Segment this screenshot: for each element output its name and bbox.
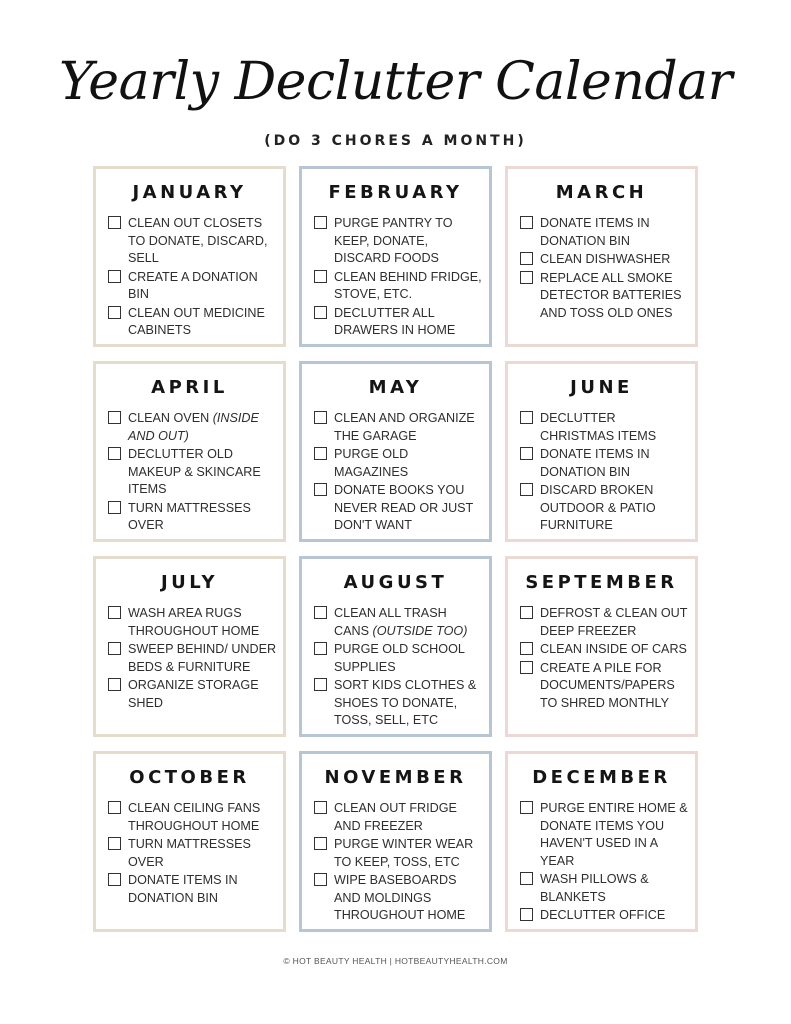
chore-item — [108, 605, 279, 640]
chore-text — [540, 410, 691, 445]
checkbox-icon[interactable] — [520, 252, 533, 265]
chore-item — [314, 677, 485, 730]
chore-list — [508, 800, 695, 925]
chore-text — [128, 800, 279, 835]
month-card-june — [505, 361, 698, 542]
chore-text — [128, 605, 279, 640]
chore-item — [314, 410, 485, 445]
chore-item — [108, 500, 279, 535]
chore-label: WASH PILLOWS & BLANKETS — [540, 872, 649, 904]
chore-item — [520, 907, 691, 925]
chore-label: DONATE ITEMS IN DONATION BIN — [128, 873, 238, 905]
month-title: JANUARY — [132, 182, 247, 203]
month-title: JUNE — [570, 377, 633, 398]
chore-label: SWEEP BEHIND/ UNDER BEDS & FURNITURE — [128, 642, 277, 674]
month-card-august — [299, 556, 492, 737]
chore-label: DONATE BOOKS YOU NEVER READ OR JUST DON'T WANT — [334, 483, 474, 532]
checkbox-icon[interactable] — [314, 411, 327, 424]
chore-text — [540, 251, 670, 269]
chore-item — [520, 446, 691, 481]
checkbox-icon[interactable] — [520, 661, 533, 674]
checkbox-icon[interactable] — [520, 411, 533, 424]
checkbox-icon[interactable] — [314, 642, 327, 655]
chore-label: WIPE BASEBOARDS AND MOLDINGS THROUGHOUT HOME — [334, 873, 466, 922]
chore-label: CLEAN OUT CLOSETS TO DONATE, DISCARD, SELL — [128, 216, 268, 265]
chore-list — [302, 800, 489, 925]
chore-text — [128, 500, 279, 535]
chore-list — [96, 410, 283, 535]
chore-text — [334, 836, 485, 871]
checkbox-icon[interactable] — [108, 306, 121, 319]
checkbox-icon[interactable] — [520, 908, 533, 921]
checkbox-icon[interactable] — [314, 447, 327, 460]
checkbox-icon[interactable] — [108, 873, 121, 886]
month-card-july — [93, 556, 286, 737]
checkbox-icon[interactable] — [520, 447, 533, 460]
month-card-october — [93, 751, 286, 932]
chore-label: CLEAN ALL TRASH CANS — [334, 606, 447, 638]
chore-item — [108, 836, 279, 871]
checkbox-icon[interactable] — [520, 483, 533, 496]
checkbox-icon[interactable] — [520, 642, 533, 655]
checkbox-icon[interactable] — [314, 873, 327, 886]
month-card-december — [505, 751, 698, 932]
chore-text — [334, 872, 485, 925]
chore-label: DECLUTTER ALL DRAWERS IN HOME — [334, 305, 456, 337]
month-card-march — [505, 166, 698, 347]
checkbox-icon[interactable] — [314, 270, 327, 283]
chore-list — [302, 410, 489, 535]
chore-text — [540, 660, 691, 713]
chore-label: PURGE ENTIRE HOME & DONATE ITEMS YOU HAVEN'T USED IN A YEAR — [540, 801, 688, 868]
month-title: SEPTEMBER — [525, 572, 678, 593]
page-title: Yearly Declutter Calendar — [59, 52, 732, 112]
checkbox-icon[interactable] — [314, 216, 327, 229]
chore-text — [128, 269, 279, 304]
page-subtitle: (DO 3 CHORES A MONTH) — [264, 133, 527, 149]
month-card-september — [505, 556, 698, 737]
chore-text — [128, 677, 279, 712]
chore-item — [520, 215, 691, 250]
checkbox-icon[interactable] — [520, 271, 533, 284]
checkbox-icon[interactable] — [108, 642, 121, 655]
checkbox-icon[interactable] — [108, 837, 121, 850]
chore-label: PURGE OLD MAGAZINES — [334, 447, 409, 479]
chore-item — [314, 605, 485, 640]
month-title: APRIL — [151, 377, 228, 398]
chore-label: CREATE A DONATION BIN — [128, 269, 258, 301]
chore-list — [302, 605, 489, 730]
chore-label: WASH AREA RUGS THROUGHOUT HOME — [128, 606, 260, 638]
chore-item — [108, 305, 279, 340]
chore-label: CLEAN BEHIND FRIDGE, STOVE, ETC. — [334, 269, 482, 301]
month-title: JULY — [160, 572, 218, 593]
chore-label: DECLUTTER CHRISTMAS ITEMS — [540, 411, 657, 443]
chore-item — [520, 641, 691, 659]
chore-note: (OUTSIDE TOO) — [372, 623, 468, 638]
chore-list — [96, 215, 283, 340]
chore-item — [520, 270, 691, 323]
chore-label: ORGANIZE STORAGE SHED — [128, 678, 259, 710]
chore-text — [334, 482, 485, 535]
chore-text — [128, 410, 279, 445]
chore-label: CLEAN AND ORGANIZE THE GARAGE — [334, 411, 475, 443]
chore-label: DONATE ITEMS IN DONATION BIN — [540, 447, 650, 479]
chore-label: CLEAN OUT FRIDGE AND FREEZER — [334, 801, 457, 833]
footer-credit: © HOT BEAUTY HEALTH | HOTBEAUTYHEALTH.COM — [283, 956, 508, 966]
chore-label: SORT KIDS CLOTHES & SHOES TO DONATE, TOSS, SELL, ETC — [334, 678, 477, 727]
chore-text — [128, 836, 279, 871]
chore-item — [520, 800, 691, 870]
chore-item — [520, 482, 691, 535]
checkbox-icon[interactable] — [520, 801, 533, 814]
chore-text — [334, 269, 485, 304]
chore-text — [540, 871, 691, 906]
chore-list — [96, 605, 283, 712]
chore-item — [108, 641, 279, 676]
chore-label: DISCARD BROKEN OUTDOOR & PATIO FURNITURE — [540, 483, 656, 532]
checkbox-icon[interactable] — [520, 606, 533, 619]
checkbox-icon[interactable] — [314, 801, 327, 814]
chore-text — [540, 605, 691, 640]
month-title: DECEMBER — [532, 767, 671, 788]
chore-item — [108, 269, 279, 304]
chore-item — [520, 660, 691, 713]
chore-label: REPLACE ALL SMOKE DETECTOR BATTERIES AND TOSS OLD ONES — [540, 270, 682, 320]
chore-text — [334, 215, 485, 268]
chore-label: TURN MATTRESSES OVER — [128, 837, 251, 869]
chore-list — [96, 800, 283, 907]
month-title: AUGUST — [343, 572, 448, 593]
checkbox-icon[interactable] — [314, 678, 327, 691]
chore-item — [108, 446, 279, 499]
checkbox-icon[interactable] — [108, 411, 121, 424]
chore-item — [314, 800, 485, 835]
chore-text — [334, 677, 485, 730]
month-title: MARCH — [555, 182, 648, 203]
chore-label: CLEAN OUT MEDICINE CABINETS — [128, 305, 265, 337]
chore-text — [128, 872, 279, 907]
chore-item — [520, 410, 691, 445]
chore-label: CLEAN INSIDE OF CARS — [540, 642, 687, 656]
chore-text — [540, 907, 665, 925]
month-title: NOVEMBER — [324, 767, 467, 788]
chore-label: TURN MATTRESSES OVER — [128, 500, 251, 532]
chore-text — [540, 215, 691, 250]
chore-list — [302, 215, 489, 340]
checkbox-icon[interactable] — [314, 306, 327, 319]
checkbox-icon[interactable] — [520, 872, 533, 885]
chore-label: PURGE WINTER WEAR TO KEEP, TOSS, ETC — [334, 837, 474, 869]
chore-item — [314, 872, 485, 925]
chore-item — [520, 871, 691, 906]
chore-item — [520, 251, 691, 269]
checkbox-icon[interactable] — [108, 606, 121, 619]
chore-label: CLEAN CEILING FANS THROUGHOUT HOME — [128, 801, 261, 833]
chore-text — [128, 305, 279, 340]
chore-list — [508, 410, 695, 535]
month-card-january — [93, 166, 286, 347]
month-card-february — [299, 166, 492, 347]
chore-item — [314, 269, 485, 304]
month-card-april — [93, 361, 286, 542]
chore-item — [108, 215, 279, 268]
chore-text — [540, 800, 691, 870]
chore-item — [314, 482, 485, 535]
checkbox-icon[interactable] — [108, 801, 121, 814]
chore-label: DONATE ITEMS IN DONATION BIN — [540, 216, 650, 248]
chore-item — [108, 800, 279, 835]
chore-text — [128, 446, 279, 499]
chore-label: DECLUTTER OFFICE — [540, 908, 666, 922]
chore-text — [334, 410, 485, 445]
chore-text — [128, 641, 279, 676]
checkbox-icon[interactable] — [108, 447, 121, 460]
checkbox-icon[interactable] — [314, 837, 327, 850]
chore-item — [314, 641, 485, 676]
chore-label: PURGE OLD SCHOOL SUPPLIES — [334, 642, 465, 674]
chore-label: CLEAN DISHWASHER — [540, 252, 671, 266]
chore-text — [540, 641, 687, 659]
chore-item — [314, 836, 485, 871]
month-title: FEBRUARY — [328, 182, 463, 203]
chore-label: CLEAN OVEN — [128, 411, 210, 425]
month-card-november — [299, 751, 492, 932]
chore-item — [314, 305, 485, 340]
chore-text — [540, 270, 691, 323]
chore-item — [108, 872, 279, 907]
checkbox-icon[interactable] — [314, 483, 327, 496]
chore-text — [334, 605, 485, 640]
month-card-may — [299, 361, 492, 542]
checkbox-icon[interactable] — [314, 606, 327, 619]
chore-label: PURGE PANTRY TO KEEP, DONATE, DISCARD FOODS — [334, 216, 453, 265]
chore-note: (INSIDE AND OUT) — [128, 411, 259, 443]
chore-text — [540, 446, 691, 481]
chore-item — [314, 215, 485, 268]
chore-item — [314, 446, 485, 481]
month-title: MAY — [368, 377, 423, 398]
chore-label: CREATE A PILE FOR DOCUMENTS/PAPERS TO SHRED MONTHLY — [540, 660, 675, 710]
chore-list — [508, 215, 695, 322]
chore-text — [334, 446, 485, 481]
checkbox-icon[interactable] — [108, 270, 121, 283]
checkbox-icon[interactable] — [108, 501, 121, 514]
month-title: OCTOBER — [129, 767, 250, 788]
chore-text — [128, 215, 279, 268]
chore-item — [108, 677, 279, 712]
chore-text — [334, 305, 485, 340]
chore-label: DECLUTTER OLD MAKEUP & SKINCARE ITEMS — [128, 447, 261, 496]
checkbox-icon[interactable] — [520, 216, 533, 229]
chore-text — [334, 800, 485, 835]
checkbox-icon[interactable] — [108, 216, 121, 229]
chore-text — [334, 641, 485, 676]
chore-text — [540, 482, 691, 535]
chore-item — [520, 605, 691, 640]
chore-item — [108, 410, 279, 445]
checkbox-icon[interactable] — [108, 678, 121, 691]
chore-label: DEFROST & CLEAN OUT DEEP FREEZER — [540, 606, 688, 638]
chore-list — [508, 605, 695, 712]
